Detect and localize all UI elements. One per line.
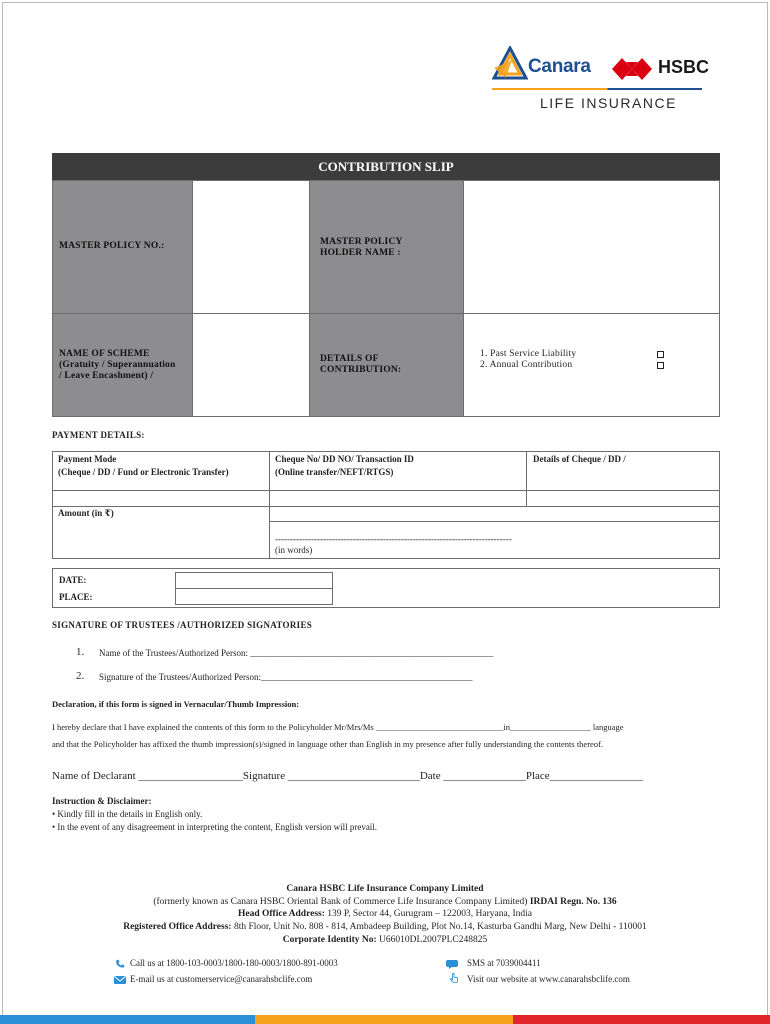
past-service-checkbox[interactable]: [657, 351, 664, 358]
cheque-details-line1: Details of Cheque / DD /: [533, 454, 626, 464]
amount-dashes: -------------------------------------------------------------------------------: [275, 534, 512, 544]
call-us-link[interactable]: Call us at 1800-103-0003/1800-180-0003/1800-891-0003: [130, 958, 338, 968]
contribution-label-cell: [309, 313, 464, 417]
policy-holder-label-2: HOLDER NAME :: [320, 248, 401, 258]
place-label: PLACE:: [59, 592, 93, 602]
phone-icon: [114, 959, 126, 969]
registered-office-label: Registered Office Address:: [123, 922, 232, 932]
option-past-service: 1. Past Service Liability: [480, 349, 577, 359]
master-policy-no-field[interactable]: [192, 180, 310, 314]
instruction-item-2: • In the event of any disagreement in interpreting the content, English version will prevail.: [52, 822, 378, 832]
cheque-no-line1: Cheque No/ DD NO/ Transaction ID: [275, 454, 414, 464]
policy-holder-label-1: MASTER POLICY: [320, 237, 403, 247]
brand-tagline: LIFE INSURANCE: [540, 95, 677, 111]
scheme-label-3: / Leave Encashment) /: [59, 371, 154, 381]
hand-pointer-icon: [448, 973, 460, 983]
payment-mode-header: [52, 451, 270, 491]
signatories-title: SIGNATURE OF TRUSTEES /AUTHORIZED SIGNATORIES: [52, 620, 313, 630]
instruction-item-1: • Kindly fill in the details in English only.: [52, 809, 203, 819]
declaration-line2: and that the Policyholder has affixed the thumb impression(s)/signed in language other than English in my presence after fully understanding the contents thereof.: [52, 739, 604, 749]
contribution-options-cell: [463, 313, 720, 417]
registered-office-address: 8th Floor, Unit No. 808 - 814, Ambadeep Building, Plot No.14, Kasturba Gandhi Marg, New Delhi - 110001: [233, 922, 647, 932]
amount-field[interactable]: [269, 506, 720, 522]
place-field[interactable]: [175, 588, 333, 605]
sms-link[interactable]: SMS at 7039004411: [467, 958, 541, 968]
cheque-no-line2: (Online transfer/NEFT/RTGS): [275, 467, 394, 477]
date-field[interactable]: [175, 572, 333, 589]
payment-mode-field[interactable]: [52, 490, 270, 507]
scheme-label-2: (Gratuity / Superannuation: [59, 360, 176, 370]
cheque-no-field[interactable]: [269, 490, 527, 507]
amount-in-words-field[interactable]: [269, 521, 720, 559]
sms-icon: [446, 959, 458, 969]
annual-contribution-checkbox[interactable]: [657, 362, 664, 369]
option-annual-contribution: 2. Annual Contribution: [480, 360, 573, 370]
declaration-heading: Declaration, if this form is signed in Vernacular/Thumb Impression:: [52, 699, 300, 709]
cin-label: Corporate Identity No:: [282, 935, 377, 945]
contribution-label-2: CONTRIBUTION:: [320, 365, 402, 375]
amount-label: Amount (in ₹): [58, 508, 114, 518]
date-place-box: [52, 568, 720, 608]
contribution-label-1: DETAILS OF: [320, 354, 379, 364]
cin-line: [0, 935, 770, 945]
hsbc-hexagon-icon: [612, 58, 652, 80]
cheque-details-field[interactable]: [526, 490, 720, 507]
signatory-2-signature-line[interactable]: Signature of the Trustees/Authorized Person:_______________________________________________: [99, 672, 473, 682]
bottom-bar-orange: [255, 1015, 513, 1024]
payment-mode-line2: (Cheque / DD / Fund or Electronic Transfer): [58, 467, 229, 477]
registered-office-line: [0, 922, 770, 932]
brand-canara: Canara: [528, 56, 591, 77]
cheque-details-header: [526, 451, 720, 491]
payment-mode-line1: Payment Mode: [58, 454, 117, 464]
cin-value: U66010DL2007PLC248825: [379, 935, 488, 945]
canara-triangle-icon: [492, 46, 528, 82]
head-office-line: [0, 909, 770, 919]
policy-holder-label-cell: [309, 180, 464, 314]
bottom-bar-blue: [0, 1015, 255, 1024]
amount-label-cell: [52, 506, 270, 559]
brand-hsbc: HSBC: [658, 57, 710, 77]
logo-rule: [492, 88, 702, 90]
policy-holder-name-field[interactable]: [463, 180, 720, 314]
cheque-no-header: [269, 451, 527, 491]
date-label: DATE:: [59, 575, 87, 585]
signatory-1-number: 1.: [76, 646, 85, 658]
signatory-1-name-line[interactable]: Name of the Trustees/Authorized Person: ______________________________________________________: [99, 648, 494, 658]
company-logo: [492, 46, 732, 116]
website-link[interactable]: Visit our website at www.canarahsbclife.com: [467, 974, 630, 984]
scheme-label-cell: [52, 313, 193, 417]
master-policy-no-label: MASTER POLICY NO.:: [59, 241, 165, 251]
master-policy-no-label-cell: [52, 180, 193, 314]
instructions-heading: Instruction & Disclaimer:: [52, 796, 152, 806]
email-link[interactable]: E-mail us at customerservice@canarahsbclife.com: [130, 974, 313, 984]
declaration-line1: I hereby declare that I have explained the contents of this form to the Policyholder Mr/Mrs/Ms ______________________________in___________________ language: [52, 722, 624, 732]
company-name: Canara HSBC Life Insurance Company Limited: [286, 884, 484, 894]
form-title: CONTRIBUTION SLIP: [52, 153, 720, 180]
head-office-label: Head Office Address:: [237, 909, 325, 919]
company-formerly-line: [0, 897, 770, 907]
scheme-label-1: NAME OF SCHEME: [59, 349, 150, 359]
amount-in-words-label: (in words): [275, 545, 313, 555]
email-icon: [114, 975, 126, 985]
head-office-address: 139 P, Sector 44, Gurugram – 122003, Haryana, India: [327, 909, 533, 919]
declarant-sign-line[interactable]: Name of Declarant ___________________Signature ________________________Date _______________Place_________________: [52, 770, 644, 782]
scheme-name-field[interactable]: [192, 313, 310, 417]
signatory-2-number: 2.: [76, 670, 85, 682]
company-formerly: (formerly known as Canara HSBC Oriental Bank of Commerce Life Insurance Company Limited): [153, 897, 528, 907]
bottom-color-bar: [0, 1015, 770, 1024]
payment-section-title: PAYMENT DETAILS:: [52, 430, 145, 440]
bottom-bar-red: [513, 1015, 770, 1024]
company-irdai: IRDAI Regn. No. 136: [529, 897, 617, 907]
